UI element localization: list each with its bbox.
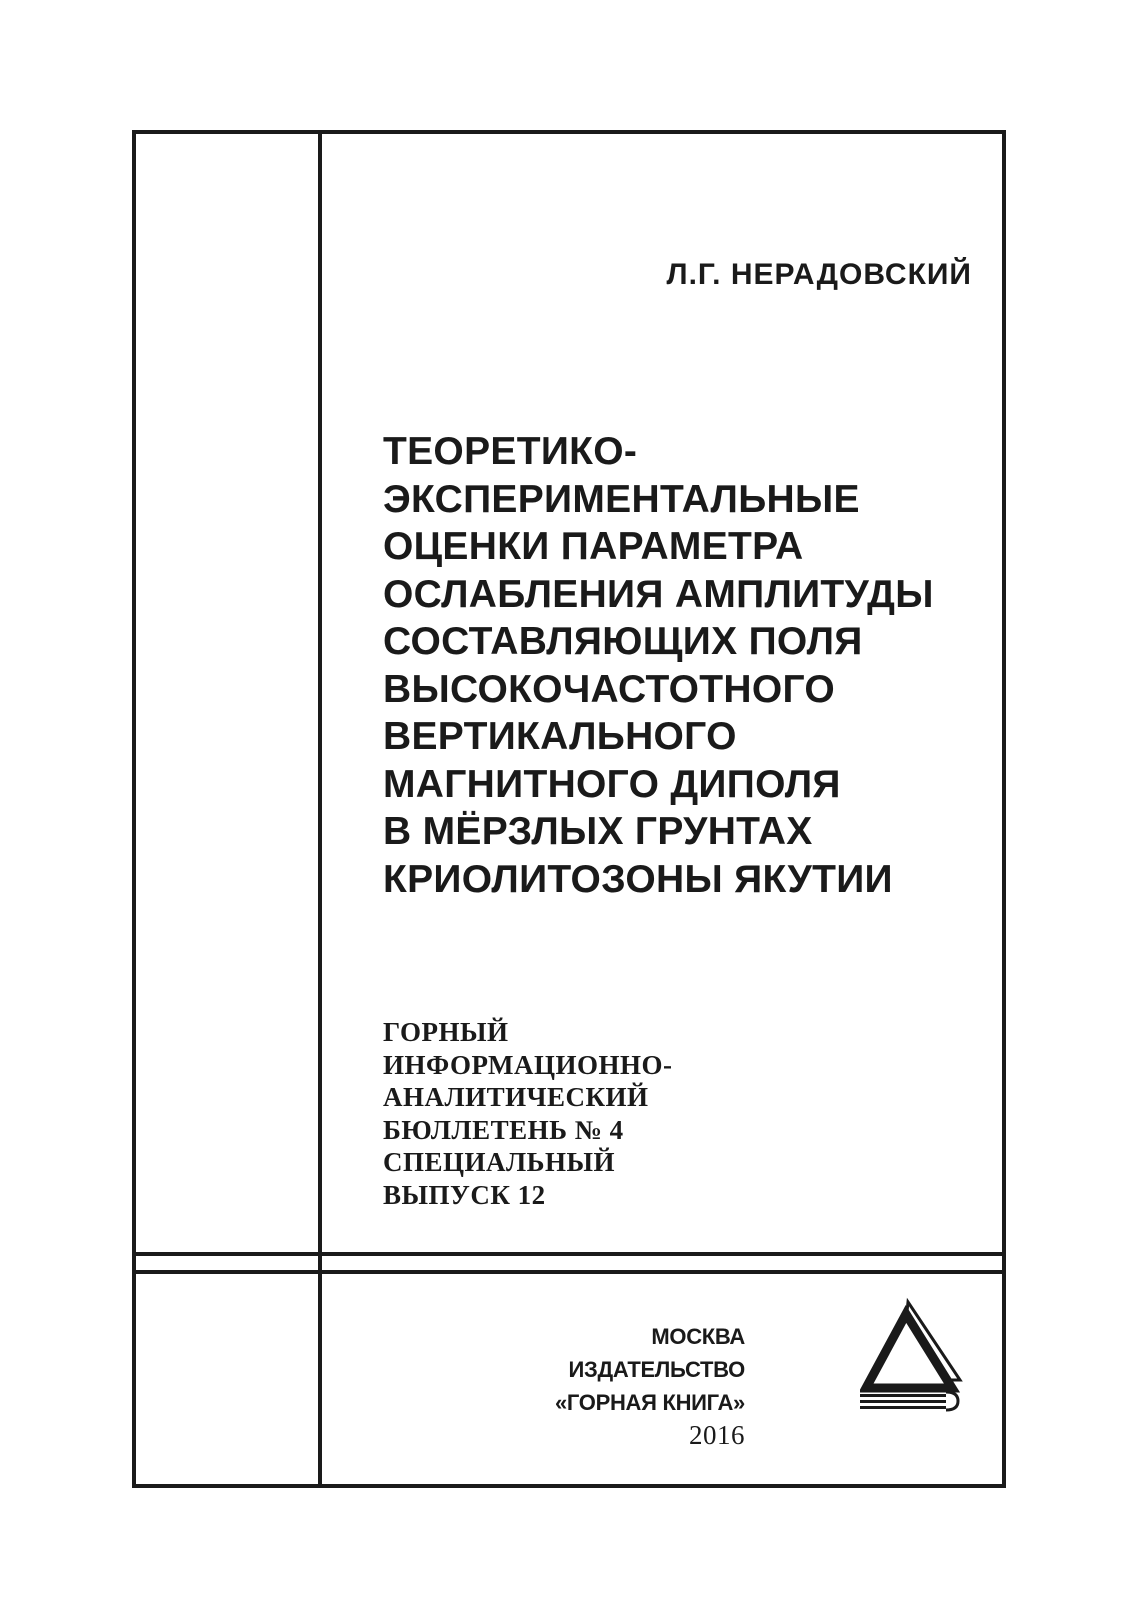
title-line: ОСЛАБЛЕНИЯ АМПЛИТУДЫ bbox=[383, 572, 934, 616]
publisher-city: МОСКВА bbox=[651, 1324, 745, 1349]
series-line: СПЕЦИАЛЬНЫЙ bbox=[383, 1147, 615, 1177]
title-line: ВЫСОКОЧАСТОТНОГО bbox=[383, 667, 836, 711]
title-line: ЭКСПЕРИМЕНТАЛЬНЫЕ bbox=[383, 477, 860, 521]
horizontal-rule-top bbox=[132, 1252, 1006, 1256]
publisher-block bbox=[555, 1320, 745, 1452]
series-line: ВЫПУСК 12 bbox=[383, 1179, 546, 1210]
author-name: Л.Г. НЕРАДОВСКИЙ bbox=[666, 258, 972, 291]
title-line: КРИОЛИТОЗОНЫ ЯКУТИИ bbox=[383, 857, 893, 901]
title-line: СОСТАВЛЯЮЩИХ ПОЛЯ bbox=[383, 620, 863, 663]
series-line: БЮЛЛЕТЕНЬ № 4 bbox=[383, 1114, 624, 1145]
title-line: ОЦЕНКИ ПАРАМЕТРА bbox=[383, 525, 804, 568]
title-line: ВЕРТИКАЛЬНОГО bbox=[383, 715, 737, 758]
publisher-triangle-book-icon bbox=[860, 1296, 972, 1416]
horizontal-rule-bottom bbox=[132, 1270, 1006, 1274]
title-line: ТЕОРЕТИКО- bbox=[383, 430, 638, 473]
publication-year: 2016 bbox=[689, 1420, 745, 1450]
book-title bbox=[383, 428, 983, 903]
series-info bbox=[383, 1016, 673, 1211]
vertical-rule bbox=[318, 130, 322, 1488]
series-line: АНАЛИТИЧЕСКИЙ bbox=[383, 1082, 649, 1112]
publisher-house-line2: «ГОРНАЯ КНИГА» bbox=[554, 1390, 745, 1415]
series-line: ИНФОРМАЦИОННО- bbox=[383, 1049, 673, 1080]
series-line: ГОРНЫЙ bbox=[383, 1017, 509, 1047]
title-line: МАГНИТНОГО ДИПОЛЯ bbox=[383, 762, 841, 806]
publisher-house-line1: ИЗДАТЕЛЬСТВО bbox=[568, 1357, 745, 1382]
title-line: В МЁРЗЛЫХ ГРУНТАХ bbox=[383, 810, 813, 853]
